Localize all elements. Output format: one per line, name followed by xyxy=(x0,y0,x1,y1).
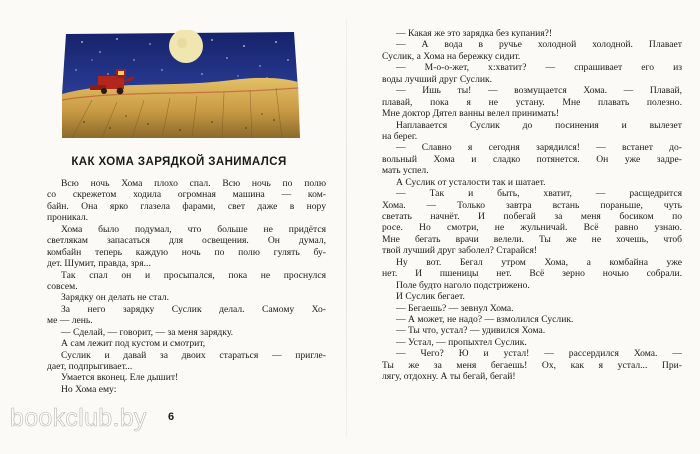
text-line: — А вода в ручье холодной холодной. Плавает xyxy=(396,39,682,51)
text-line: комбайн теперь каждую ночь по полю гулять бу- xyxy=(47,246,326,258)
text-line: Наплавается Суслик до посинения и вылезет xyxy=(396,119,682,131)
text-line: — Ишь ты! — возмущается Хома. — Плавай, xyxy=(396,85,682,97)
text-line: — Устал, — пропыхтел Суслик. xyxy=(396,336,527,348)
text-line: совсем. xyxy=(47,280,78,292)
page-number: 6 xyxy=(168,411,175,423)
text-line: Мне доктор Дятел ванны велел принимать! xyxy=(382,108,560,120)
site-watermark: bookclub.by xyxy=(10,404,147,432)
text-line: — Ты что, устал? — удивился Хома. xyxy=(396,325,546,337)
text-line: Умается вконец. Еле дышит! xyxy=(61,372,179,384)
text-line: проникал. xyxy=(47,212,89,224)
left-page-text xyxy=(47,178,326,395)
text-line: Суслик, а Хома на бережку сидит. xyxy=(382,50,521,62)
text-line: — М-о-о-жет, х:хватит? — спрашивает его из xyxy=(396,62,682,74)
text-line: Зарядку он делать не стал. xyxy=(61,292,169,304)
text-line: Мне бегать врачи велели. Ты же не хочешь, чтоб xyxy=(382,233,682,245)
text-line: — Какая же это зарядка без купания?! xyxy=(396,28,553,39)
text-line: — Чего? Ю и устал! — рассердился Хома. — xyxy=(396,348,682,360)
text-line: лягу, отдохну. А ты бегай, бегай! xyxy=(382,371,516,383)
chapter-title: КАК ХОМА ЗАРЯДКОЙ ЗАНИМАЛСЯ xyxy=(71,156,287,168)
night-field-illustration xyxy=(62,30,300,138)
right-page-text xyxy=(382,28,682,383)
text-line: — Так и быть, хватит, — расщедрится xyxy=(396,188,682,200)
text-line: Поле будто наголо подстрижено. xyxy=(396,279,530,291)
text-line: Ну вот. Бегал утром Хома, а комбайна уже xyxy=(396,256,682,268)
text-line: со скрежетом ходила огромная машина — ком- xyxy=(47,189,326,201)
text-line: мать успел. xyxy=(382,165,429,177)
combine-harvester-picture xyxy=(62,30,300,138)
left-page xyxy=(0,0,346,454)
text-line: дает, подпрыгивает... xyxy=(47,361,133,372)
text-line: — Славно я сегодня зарядился! — встанет до- xyxy=(396,142,682,154)
text-line: байн. Она ярко глазела фарами, свет даже в нору xyxy=(47,200,326,212)
text-line: плавай, пока я не устану. Мне плавать полезно. xyxy=(382,96,682,108)
text-line: — Сделай, — говорит, — за меня зарядку. xyxy=(61,326,234,338)
text-line: дет. Шумит, правда, зря... xyxy=(47,258,151,270)
text-line: воды лучший друг Суслик. xyxy=(382,73,493,85)
text-line: Ты же за меня бегаешь! Ох, как я устал... При- xyxy=(382,359,682,371)
text-line: Всю ночь Хома плохо спал. Всю ночь по полю xyxy=(61,178,326,189)
text-line: светлякам запасаться для освещения. Он думал, xyxy=(47,235,326,247)
text-line: Но Хома ему: xyxy=(61,383,117,395)
text-line: на берег. xyxy=(382,130,418,142)
text-line: твой лучший друг заболел? Старайся! xyxy=(382,245,538,257)
text-line: вольный Хома и сладко потянется. Он уже задре- xyxy=(382,153,682,165)
text-line: Так спал он и просыпался, пока не проснулся xyxy=(61,269,326,281)
text-line: нет. И пшеницы нет. Всё зерно ночью собрали. xyxy=(382,268,682,280)
text-line: И Суслик бегает. xyxy=(396,291,465,303)
text-line: росе. Но смотри, не жульничай. Всё равно узнаю. xyxy=(382,222,682,234)
text-line: За него зарядку Суслик делал. Самому Хо- xyxy=(61,303,326,315)
text-line: — А может, не надо? — взмолился Суслик. xyxy=(396,313,574,325)
right-page xyxy=(347,0,700,454)
text-line: А Суслик от усталости так и шатает. xyxy=(396,176,546,188)
text-line: А сам лежит под кустом и смотрит, xyxy=(61,338,206,350)
text-line: ме — лень. xyxy=(47,315,93,327)
text-line: Суслик и давай за двоих стараться — пригле- xyxy=(61,349,326,361)
moon-icon xyxy=(169,30,203,63)
text-line: светать начнёт. И побегай за меня босиком по xyxy=(382,211,682,222)
text-line: Хома было подумал, что больше не придётся xyxy=(61,223,326,235)
text-line: — Бегаешь? — зевнул Хома. xyxy=(396,302,514,314)
text-line: Хома. — Только завтра встань пораньше, чуть xyxy=(382,199,682,211)
